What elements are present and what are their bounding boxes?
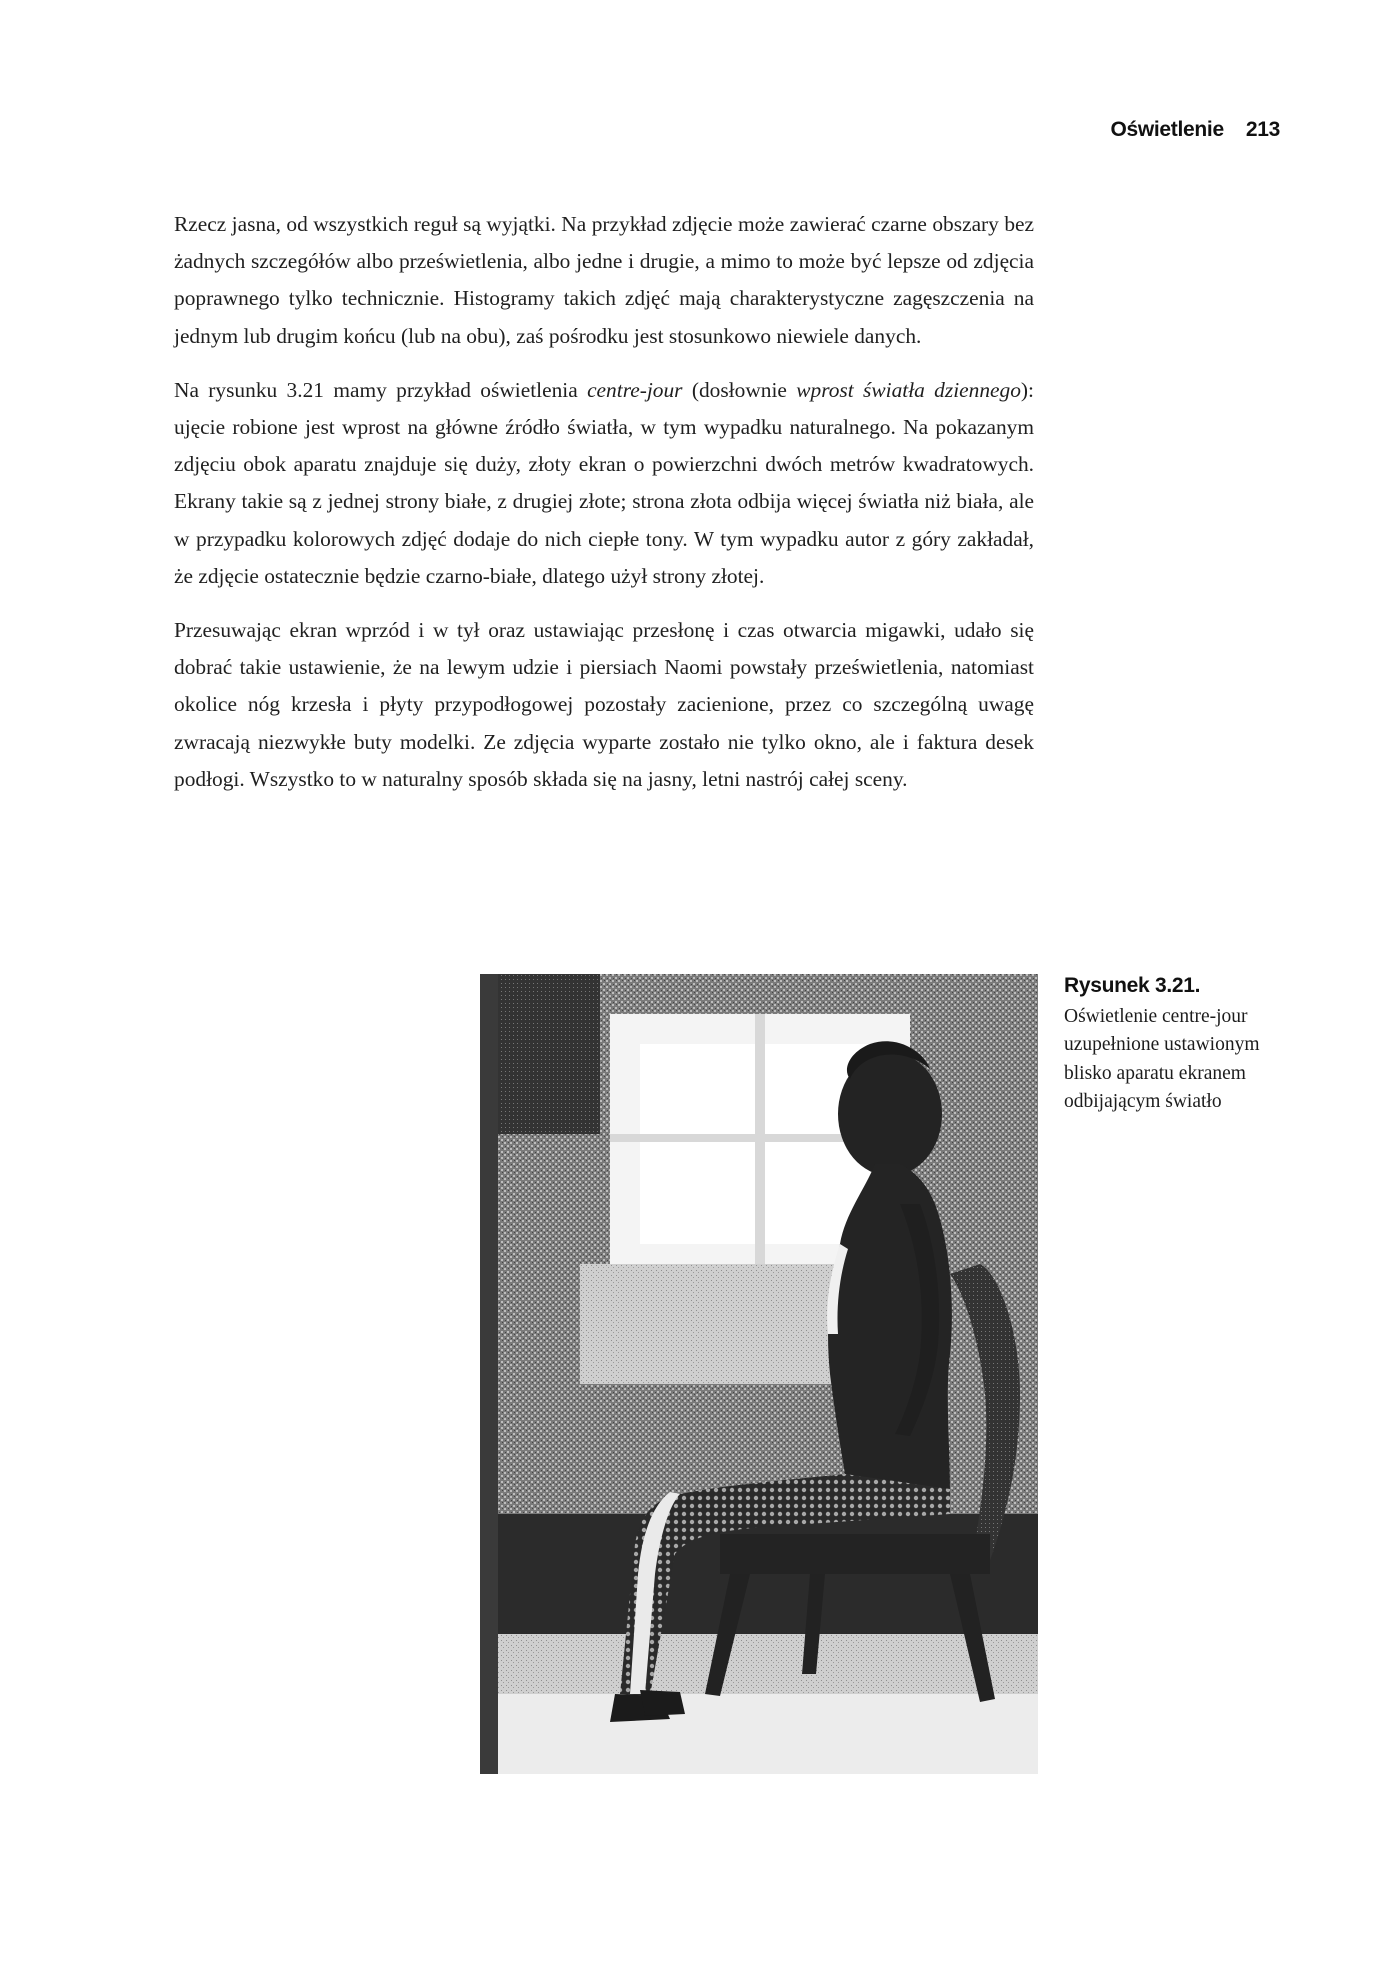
section-title: Oświetlenie — [1110, 118, 1224, 141]
running-head — [1110, 118, 1280, 142]
term-translation: wprost światła dziennego — [796, 377, 1021, 402]
paragraph-2-part-3: ): ujęcie robione jest wprost na główne źródło światła, w tym wypadku naturalnego. Na pokazanym zdjęciu obok aparatu znajduje się duży, złoty ekran o powierzchni dwóch metrów kwadratowych. Ekrany takie są z jednej strony białe, z drugiej złote; strona złota odbija więcej światła niż biała, ale w przypadku kolorowych zdjęć dodaje do nich ciepłe tony. W tym wypadku autor z góry zakładał, że zdjęcie ostatecznie będzie czarno-białe, dlatego użył strony złotej. — [174, 377, 1034, 588]
figure-caption — [1064, 972, 1274, 1117]
paragraph-1: Rzecz jasna, od wszystkich reguł są wyjątki. Na przykład zdjęcie może zawierać czarne obszary bez żadnych szczegółów albo prześwietlenia, albo jedne i drugie, a mimo to może być lepsze od zdjęcia poprawnego tylko technicznie. Histogramy takich zdjęć mają charakterystyczne zagęszczenia na jednym lub drugim końcu (lub na obu), zaś pośrodku jest stosunkowo niewiele danych. — [174, 212, 1034, 348]
figure-label: Rysunek 3.21. — [1064, 974, 1201, 997]
paragraph-3: Przesuwając ekran wprzód i w tył oraz ustawiając przesłonę i czas otwarcia migawki, udało się dobrać takie ustawienie, że na lewym udzie i piersiach Naomi powstały prześwietlenia, natomiast okolice nóg krzesła i płyty przypodłogowej pozostały zacienione, przez co szczególną uwagę zwracają niezwykłe buty modelki. Ze zdjęcia wyparte zostało nie tylko okno, ale i faktura desek podłogi. Wszystko to w naturalny sposób składa się na jasny, letni nastrój całej sceny. — [174, 618, 1034, 791]
photo-silhouette-image — [480, 974, 1038, 1774]
figure-caption-text: Oświetlenie centre-jour uzupełnione ustawionym blisko aparatu ekranem odbijającym światło — [1064, 1005, 1260, 1113]
paragraph-2-part-1: Na rysunku 3.21 mamy przykład oświetlenia — [174, 377, 588, 402]
term-centre-jour: centre-jour — [587, 377, 683, 402]
paragraph-2 — [174, 372, 1034, 595]
page-number: 213 — [1245, 118, 1280, 141]
figure-photo — [480, 974, 1038, 1774]
paragraph-2-part-2: (dosłownie — [682, 377, 797, 402]
body-text — [174, 206, 1034, 815]
